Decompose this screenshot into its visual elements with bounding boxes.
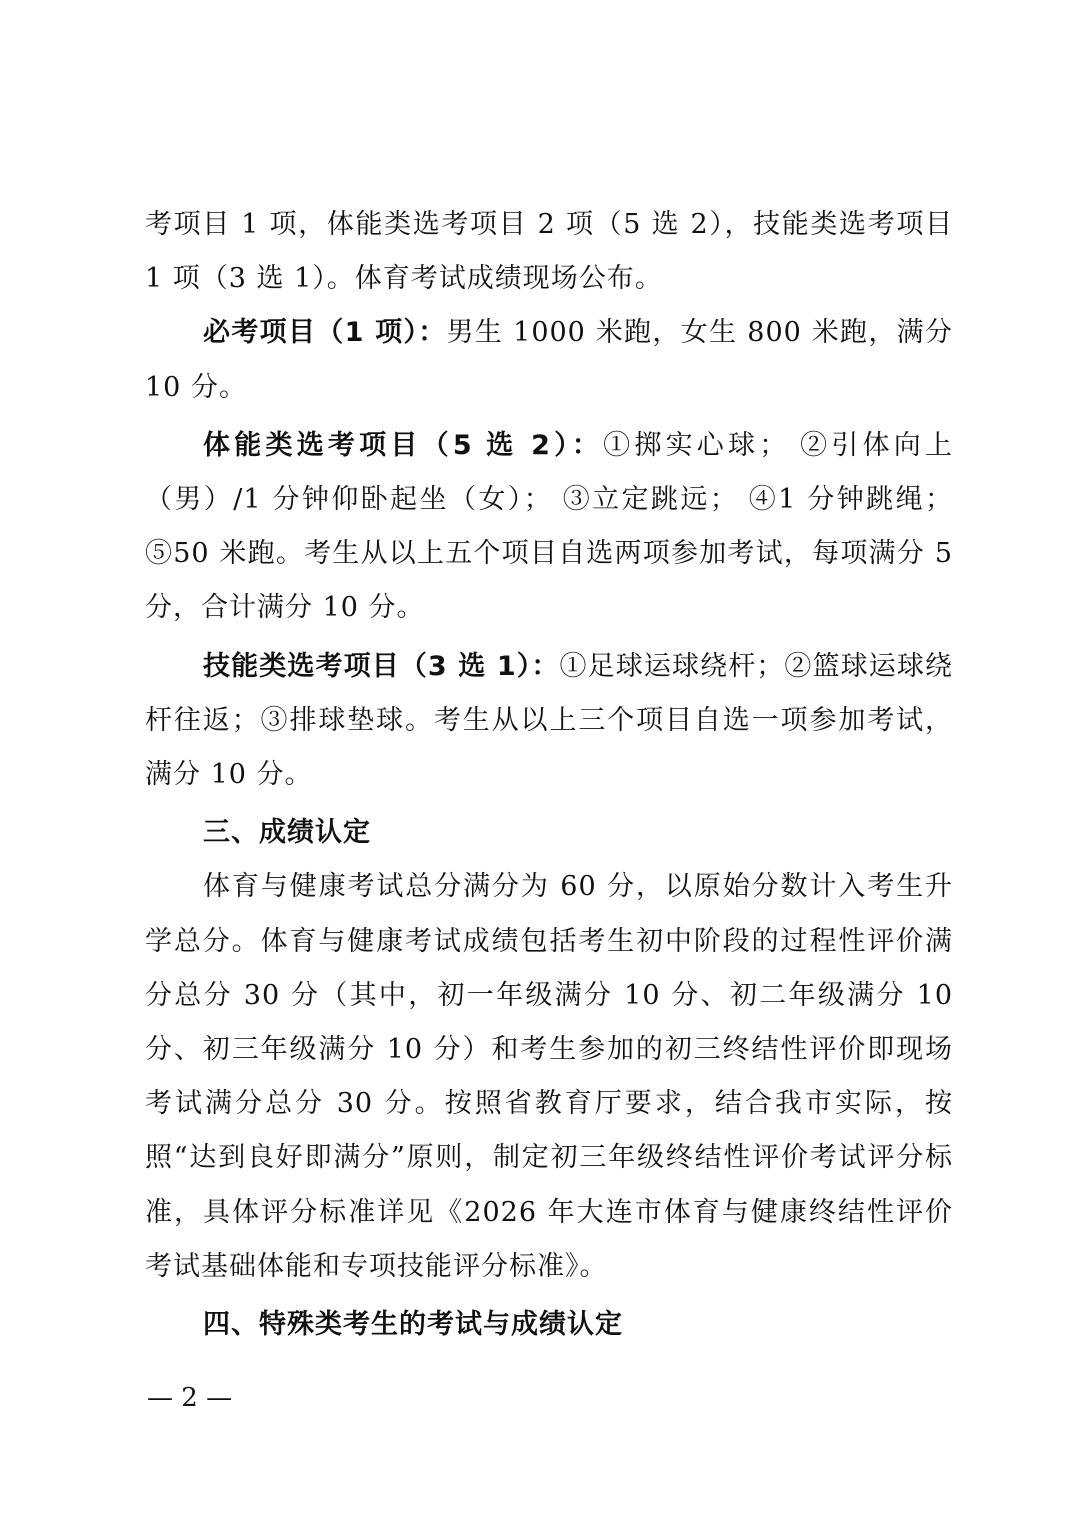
paragraph-fitness-items bbox=[145, 419, 953, 636]
paragraph-continuation: 考项目 1 项，体能类选考项目 2 项（5 选 2），技能类选考项目 1 项（3 选 1）。体育考试成绩现场公布。 bbox=[145, 209, 953, 295]
paragraph-required-item bbox=[145, 306, 953, 414]
skill-items-label: 技能类选考项目（3 选 1）： bbox=[203, 650, 560, 682]
required-item-label: 必考项目（1 项）： bbox=[203, 317, 447, 349]
fitness-items-text: ①掷实心球； ②引体向上（男）/1 分钟仰卧起坐（女）； ③立定跳远； ④1 分钟跳绳； ⑤50 米跑。考生从以上五个项目自选两项参加考试，每项满分 5 分，合计满分 10 分。 bbox=[145, 429, 953, 624]
paragraph-score-rules: 体育与健康考试总分满分为 60 分，以原始分数计入考生升学总分。体育与健康考试成绩包括考生初中阶段的过程性评价满分总分 30 分（其中，初一年级满分 10 分、初二年级满分 10 分、初三年级满分 10 分）和考生参加的初三终结性评价即现场考试满分总分 30 分。按照省教育厅要求，结合我市实际，按照“达到良好即满分”原则，制定初三年级终结性评价考试评分标准，具体评分标准详见《2026 年大连市体育与健康终结性评价考试基础体能和专项技能评分标准》。 bbox=[145, 871, 953, 1282]
skill-items-text: ①足球运球绕杆；②篮球运球绕杆往返；③排球垫球。考生从以上三个项目自选一项参加考试，满分 10 分。 bbox=[145, 650, 954, 791]
page-number: — 2 — bbox=[147, 1383, 233, 1413]
paragraph-skill-items bbox=[145, 640, 953, 803]
required-item-text: 男生 1000 米跑，女生 800 米跑，满分 10 分。 bbox=[145, 317, 954, 403]
fitness-items-label: 体能类选考项目（5 选 2）： bbox=[203, 429, 604, 461]
section-heading-score: 三、成绩认定 bbox=[203, 817, 371, 849]
section-heading-special: 四、特殊类考生的考试与成绩认定 bbox=[203, 1309, 623, 1341]
document-body bbox=[145, 198, 953, 1352]
